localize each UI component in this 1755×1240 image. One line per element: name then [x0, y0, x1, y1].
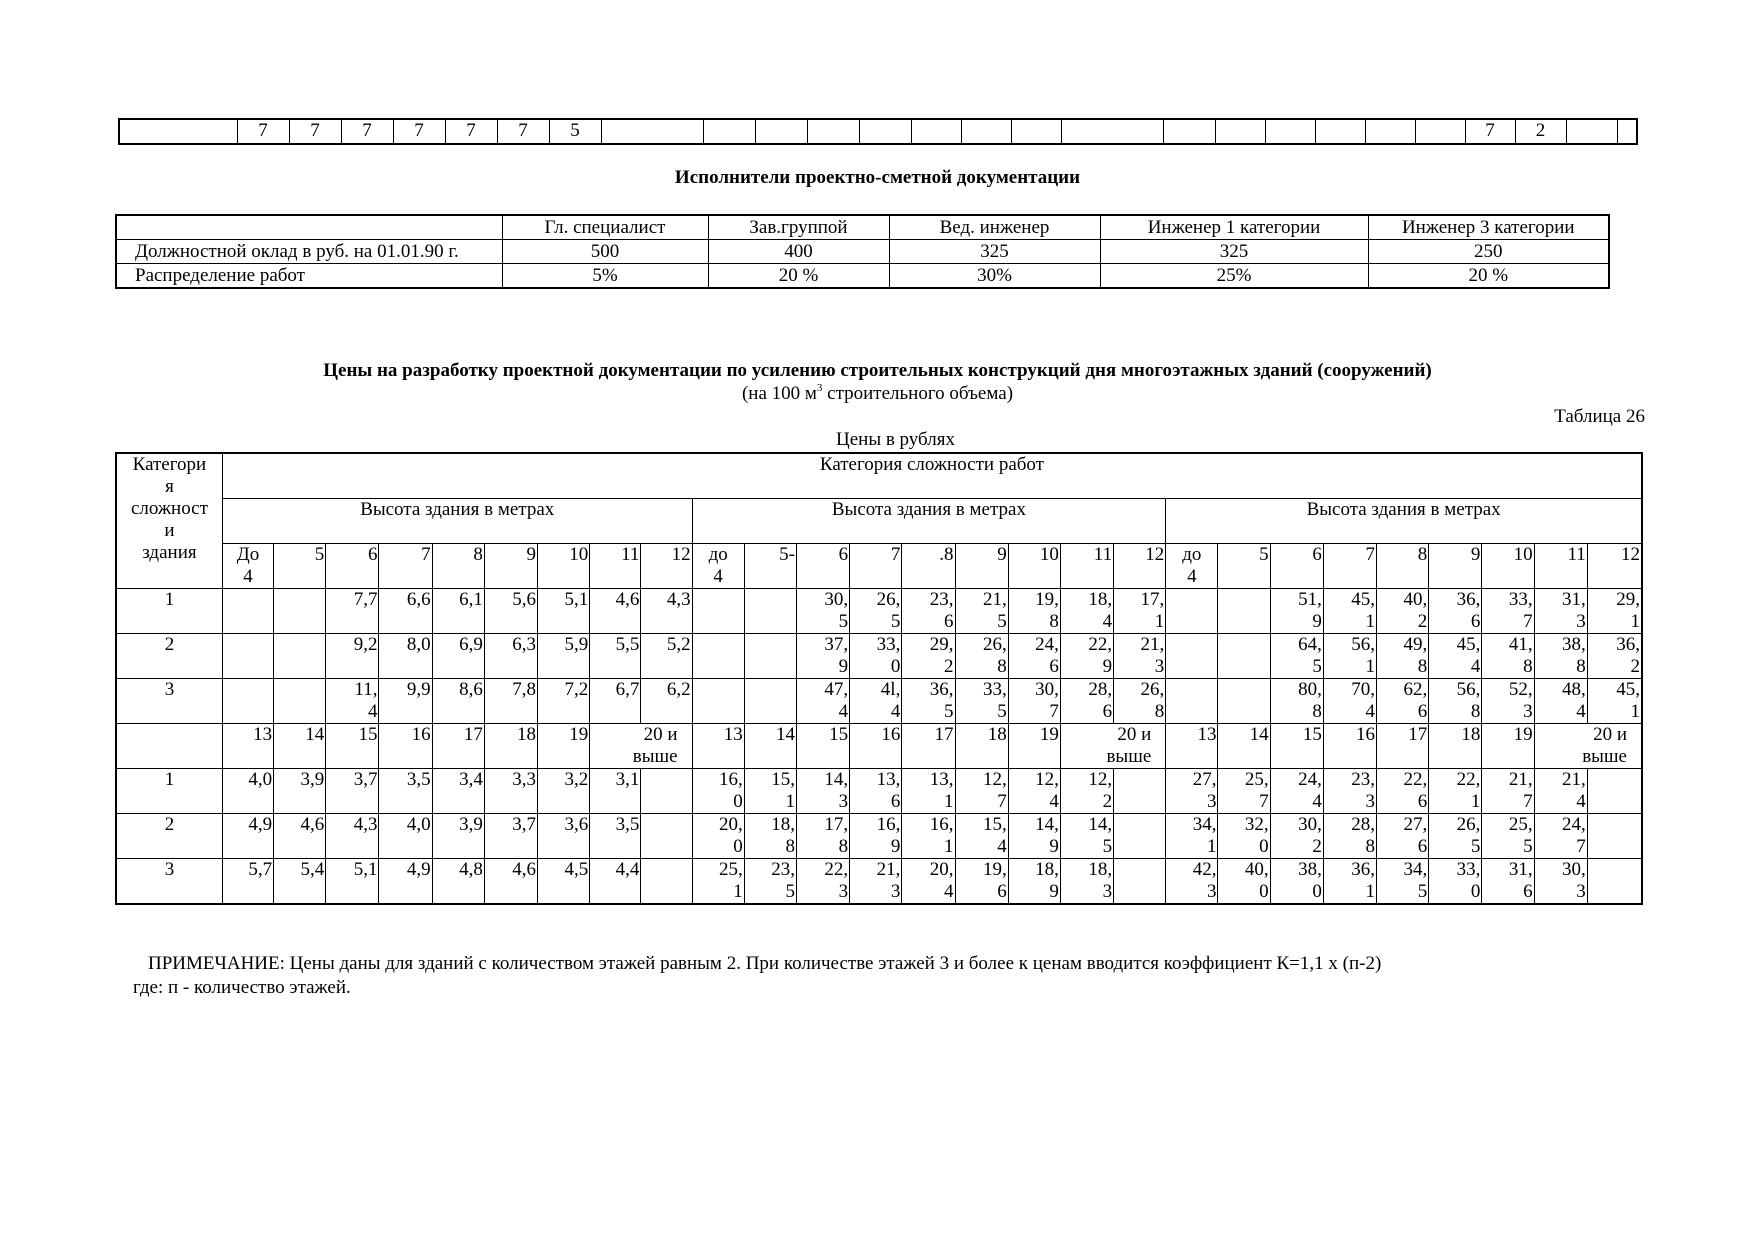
table-cell — [703, 119, 755, 144]
price-cell: 21, 3 — [850, 859, 902, 905]
table-cell: 20 % — [1368, 264, 1609, 289]
price-cell: 41, 8 — [1482, 634, 1534, 679]
price-cell — [1114, 769, 1166, 814]
table-cell: 25% — [1100, 264, 1368, 289]
price-cell: 26, 8 — [955, 634, 1008, 679]
price-cell: 23, 6 — [902, 589, 955, 634]
table-cell: 2 — [1515, 119, 1566, 144]
price-cell: 5,1 — [326, 859, 379, 905]
table-cell: 7 — [341, 119, 393, 144]
table-cell — [961, 119, 1011, 144]
height-value-cell: 20 и выше — [1534, 724, 1642, 769]
note-line-2: где: п - количество этажей. — [133, 977, 351, 998]
category-cell: 1 — [116, 589, 222, 634]
complexity-header-cell: Категория сложности работ — [222, 453, 1642, 499]
height-value-cell: 5- — [744, 544, 796, 589]
price-cell: 62, 6 — [1377, 679, 1429, 724]
height-value-cell: 13 — [692, 724, 744, 769]
price-cell: 5,7 — [222, 859, 273, 905]
price-cell: 5,1 — [538, 589, 590, 634]
header-cell: Гл. специалист — [502, 215, 708, 240]
price-cell — [692, 634, 744, 679]
price-cell: 24, 7 — [1534, 814, 1587, 859]
price-cell: 49, 8 — [1377, 634, 1429, 679]
price-cell: 16, 0 — [692, 769, 744, 814]
price-cell — [744, 589, 796, 634]
height-value-cell: 15 — [796, 724, 849, 769]
price-cell: 48, 4 — [1534, 679, 1587, 724]
price-cell — [222, 589, 273, 634]
table-cell — [1365, 119, 1415, 144]
table-row — [116, 240, 1609, 264]
price-cell: 4,3 — [326, 814, 379, 859]
price-cell: 4,4 — [590, 859, 641, 905]
table-cell: 30% — [889, 264, 1100, 289]
height-value-cell: 16 — [379, 724, 432, 769]
executors-title: Исполнители проектно-сметной документации — [674, 167, 1081, 188]
price-cell: 4,0 — [222, 769, 273, 814]
height-value-cell: 9 — [1429, 544, 1482, 589]
price-cell: 13, 6 — [850, 769, 902, 814]
prices-title: Цены на разработку проектной документации по усилению строительных конструкций дня многоэтажных зданий (сооружений) — [323, 360, 1432, 381]
price-cell: 56, 1 — [1323, 634, 1376, 679]
price-cell — [641, 859, 692, 905]
price-cell: 37, 9 — [796, 634, 849, 679]
price-cell: 6,3 — [484, 634, 537, 679]
price-cell: 4,9 — [222, 814, 273, 859]
price-cell: 3,5 — [379, 769, 432, 814]
price-cell: 18, 3 — [1060, 859, 1113, 905]
subtitle-text: (на 100 м — [741, 383, 817, 404]
category-cell: 1 — [116, 769, 222, 814]
price-cell: 24, 4 — [1270, 769, 1323, 814]
price-cell: 36, 6 — [1429, 589, 1482, 634]
price-cell: 25, 5 — [1482, 814, 1534, 859]
height-value-cell: 10 — [538, 544, 590, 589]
price-cell: 3,7 — [484, 814, 537, 859]
price-cell — [1114, 814, 1166, 859]
height-value-cell: 5 — [274, 544, 326, 589]
height-value-cell: 7 — [1323, 544, 1376, 589]
price-cell: 3,1 — [590, 769, 641, 814]
price-cell — [1166, 634, 1218, 679]
height-value-cell: 8 — [1377, 544, 1429, 589]
price-cell: 4,6 — [274, 814, 326, 859]
height-value-cell: 16 — [850, 724, 902, 769]
price-cell: 4,3 — [641, 589, 692, 634]
height-value-cell: 19 — [538, 724, 590, 769]
header-cell: Зав.группой — [708, 215, 889, 240]
height-value-cell: 18 — [955, 724, 1008, 769]
price-cell: 12, 7 — [955, 769, 1008, 814]
price-cell — [1587, 769, 1642, 814]
price-cell — [744, 679, 796, 724]
row-label: Должностной оклад в руб. на 01.01.90 г. — [116, 240, 502, 264]
price-cell — [744, 634, 796, 679]
table-cell — [1265, 119, 1315, 144]
height-value-cell: 20 и выше — [1060, 724, 1165, 769]
currency-label: Цены в рублях — [836, 429, 955, 450]
price-cell: 3,7 — [326, 769, 379, 814]
table-row — [116, 814, 1642, 859]
price-cell: 13, 1 — [902, 769, 955, 814]
height-value-cell: 7 — [379, 544, 432, 589]
category-cell — [116, 724, 222, 769]
table-cell — [911, 119, 961, 144]
height-value-cell: 14 — [744, 724, 796, 769]
price-cell — [1587, 814, 1642, 859]
table-row — [119, 119, 1637, 144]
price-cell — [274, 634, 326, 679]
executors-table — [115, 214, 1610, 289]
price-cell: 5,6 — [484, 589, 537, 634]
price-cell: 23, 3 — [1323, 769, 1376, 814]
price-cell: 3,6 — [538, 814, 590, 859]
price-cell — [1166, 679, 1218, 724]
height-value-cell: 14 — [1218, 724, 1270, 769]
table-cell — [1061, 119, 1163, 144]
previous-table-strip — [118, 118, 1638, 145]
height-header-cell: Высота здания в метрах — [1166, 499, 1642, 544]
price-cell: 21, 7 — [1482, 769, 1534, 814]
price-cell: 8,6 — [432, 679, 484, 724]
price-cell: 6,7 — [590, 679, 641, 724]
price-cell: 3,2 — [538, 769, 590, 814]
price-cell: 3,3 — [484, 769, 537, 814]
price-cell: 51, 9 — [1270, 589, 1323, 634]
price-cell: 16, 9 — [850, 814, 902, 859]
table-cell — [1315, 119, 1365, 144]
price-cell: 24, 6 — [1008, 634, 1060, 679]
height-value-cell: 13 — [1166, 724, 1218, 769]
price-cell: 7,8 — [484, 679, 537, 724]
price-cell: 17, 1 — [1114, 589, 1166, 634]
price-cell: 4,5 — [538, 859, 590, 905]
price-cell: 80, 8 — [1270, 679, 1323, 724]
table-cell — [1617, 119, 1637, 144]
height-value-cell: 6 — [326, 544, 379, 589]
price-cell — [692, 589, 744, 634]
height-header-cell: Высота здания в метрах — [692, 499, 1166, 544]
price-cell — [692, 679, 744, 724]
price-cell: 6,1 — [432, 589, 484, 634]
price-cell: 7,2 — [538, 679, 590, 724]
table-cell: 250 — [1368, 240, 1609, 264]
table-cell: 7 — [1465, 119, 1515, 144]
price-cell: 19, 6 — [955, 859, 1008, 905]
price-cell: 33, 0 — [1429, 859, 1482, 905]
price-cell: 3,9 — [432, 814, 484, 859]
category-cell: 2 — [116, 634, 222, 679]
table-cell: 7 — [393, 119, 445, 144]
table-cell: 7 — [497, 119, 549, 144]
row-label: Распределение работ — [116, 264, 502, 289]
category-cell: 3 — [116, 859, 222, 905]
height-value-cell: 6 — [796, 544, 849, 589]
table-header-row — [116, 544, 1642, 589]
height-value-cell: 9 — [484, 544, 537, 589]
table-cell — [755, 119, 807, 144]
price-cell: 36, 1 — [1323, 859, 1376, 905]
price-cell — [274, 589, 326, 634]
height-value-cell: .8 — [902, 544, 955, 589]
price-cell: 38, 0 — [1270, 859, 1323, 905]
price-cell: 25, 1 — [692, 859, 744, 905]
height-value-cell: 20 и выше — [590, 724, 692, 769]
price-cell — [1218, 634, 1270, 679]
price-cell: 31, 3 — [1534, 589, 1587, 634]
price-cell — [1218, 589, 1270, 634]
price-cell: 25, 7 — [1218, 769, 1270, 814]
price-cell: 22, 6 — [1377, 769, 1429, 814]
price-cell: 26, 5 — [1429, 814, 1482, 859]
price-cell: 4,8 — [432, 859, 484, 905]
price-cell: 6,6 — [379, 589, 432, 634]
price-cell: 29, 1 — [1587, 589, 1642, 634]
height-value-cell: 18 — [484, 724, 537, 769]
table-row — [116, 679, 1642, 724]
table-cell: 7 — [289, 119, 341, 144]
table-header-row — [116, 499, 1642, 544]
price-cell: 45, 4 — [1429, 634, 1482, 679]
height-value-cell: 13 — [222, 724, 273, 769]
price-cell — [1218, 679, 1270, 724]
price-cell — [274, 679, 326, 724]
table-header-row — [116, 215, 1609, 240]
table-cell: 20 % — [708, 264, 889, 289]
price-cell — [1114, 859, 1166, 905]
table-cell — [1163, 119, 1215, 144]
price-cell: 28, 8 — [1323, 814, 1376, 859]
height-value-cell: 12 — [1587, 544, 1642, 589]
height-value-cell: 11 — [1534, 544, 1587, 589]
category-cell: 2 — [116, 814, 222, 859]
price-cell — [222, 679, 273, 724]
price-cell: 16, 1 — [902, 814, 955, 859]
price-cell: 47, 4 — [796, 679, 849, 724]
height-value-cell: 19 — [1008, 724, 1060, 769]
table-cell: 5% — [502, 264, 708, 289]
price-cell: 70, 4 — [1323, 679, 1376, 724]
price-cell: 21, 3 — [1114, 634, 1166, 679]
price-cell: 18, 8 — [744, 814, 796, 859]
price-cell: 5,2 — [641, 634, 692, 679]
price-cell: 5,5 — [590, 634, 641, 679]
price-cell: 38, 8 — [1534, 634, 1587, 679]
price-cell: 19, 8 — [1008, 589, 1060, 634]
table-row — [116, 589, 1642, 634]
price-cell: 12, 2 — [1060, 769, 1113, 814]
price-cell: 23, 5 — [744, 859, 796, 905]
height-value-cell: 17 — [1377, 724, 1429, 769]
table-cell: 5 — [549, 119, 601, 144]
price-cell: 27, 3 — [1166, 769, 1218, 814]
price-cell: 52, 3 — [1482, 679, 1534, 724]
table-row — [116, 264, 1609, 289]
table-cell — [601, 119, 703, 144]
height-value-cell: 17 — [902, 724, 955, 769]
height-value-cell: до 4 — [1166, 544, 1218, 589]
height-value-cell: 9 — [955, 544, 1008, 589]
price-cell: 20, 4 — [902, 859, 955, 905]
subtitle-superscript: 3 — [816, 382, 823, 394]
table-cell: 325 — [1100, 240, 1368, 264]
height-value-cell: До 4 — [222, 544, 273, 589]
price-cell — [1166, 589, 1218, 634]
header-cell: Инженер 3 категории — [1368, 215, 1609, 240]
height-value-cell: 7 — [850, 544, 902, 589]
price-cell: 3,4 — [432, 769, 484, 814]
table-number: Таблица 26 — [1554, 406, 1645, 427]
price-cell: 29, 2 — [902, 634, 955, 679]
price-cell: 36, 2 — [1587, 634, 1642, 679]
price-cell: 18, 4 — [1060, 589, 1113, 634]
height-value-cell: 8 — [432, 544, 484, 589]
height-value-cell: 15 — [1270, 724, 1323, 769]
price-cell: 33, 5 — [955, 679, 1008, 724]
height-value-cell: 14 — [274, 724, 326, 769]
price-cell: 22, 1 — [1429, 769, 1482, 814]
price-cell: 26, 8 — [1114, 679, 1166, 724]
price-cell — [222, 634, 273, 679]
price-cell: 22, 3 — [796, 859, 849, 905]
price-cell: 30, 3 — [1534, 859, 1587, 905]
price-cell: 9,2 — [326, 634, 379, 679]
corner-header-cell: Категори я сложност и здания — [116, 453, 222, 589]
height-value-cell: до 4 — [692, 544, 744, 589]
header-cell: Вед. инженер — [889, 215, 1100, 240]
price-cell: 4,9 — [379, 859, 432, 905]
price-cell: 36, 5 — [902, 679, 955, 724]
price-cell: 31, 6 — [1482, 859, 1534, 905]
category-cell: 3 — [116, 679, 222, 724]
price-cell: 64, 5 — [1270, 634, 1323, 679]
price-cell: 45, 1 — [1323, 589, 1376, 634]
price-cell: 15, 4 — [955, 814, 1008, 859]
price-cell: 22, 9 — [1060, 634, 1113, 679]
price-cell: 4,6 — [590, 589, 641, 634]
table-cell: 7 — [445, 119, 497, 144]
table-cell: 325 — [889, 240, 1100, 264]
height-value-cell: 17 — [432, 724, 484, 769]
table-cell — [807, 119, 859, 144]
height-value-cell: 5 — [1218, 544, 1270, 589]
price-cell: 28, 6 — [1060, 679, 1113, 724]
height-value-cell: 11 — [590, 544, 641, 589]
height-value-cell: 15 — [326, 724, 379, 769]
price-cell: 40, 2 — [1377, 589, 1429, 634]
price-cell: 5,4 — [274, 859, 326, 905]
subtitle-text-end: строительного объема) — [822, 383, 1014, 404]
price-cell: 40, 0 — [1218, 859, 1270, 905]
price-cell: 4l, 4 — [850, 679, 902, 724]
height-value-cell: 10 — [1482, 544, 1534, 589]
height-value-cell: 16 — [1323, 724, 1376, 769]
price-cell: 3,5 — [590, 814, 641, 859]
table-row — [116, 769, 1642, 814]
price-cell: 6,9 — [432, 634, 484, 679]
price-cell: 32, 0 — [1218, 814, 1270, 859]
height-value-cell: 12 — [641, 544, 692, 589]
price-cell: 9,9 — [379, 679, 432, 724]
price-cell: 21, 5 — [955, 589, 1008, 634]
table-header-row — [116, 453, 1642, 499]
header-cell — [116, 215, 502, 240]
price-cell: 45, 1 — [1587, 679, 1642, 724]
price-cell: 12, 4 — [1008, 769, 1060, 814]
table-cell: 400 — [708, 240, 889, 264]
price-cell: 14, 9 — [1008, 814, 1060, 859]
table-row — [116, 634, 1642, 679]
price-cell: 11, 4 — [326, 679, 379, 724]
table-cell: 7 — [237, 119, 289, 144]
header-cell: Инженер 1 категории — [1100, 215, 1368, 240]
prices-subtitle — [0, 383, 1755, 405]
price-cell: 33, 0 — [850, 634, 902, 679]
table-cell — [1011, 119, 1061, 144]
height-value-cell: 18 — [1429, 724, 1482, 769]
price-cell: 14, 5 — [1060, 814, 1113, 859]
price-cell: 30, 2 — [1270, 814, 1323, 859]
price-cell: 42, 3 — [1166, 859, 1218, 905]
price-cell: 18, 9 — [1008, 859, 1060, 905]
price-cell: 14, 3 — [796, 769, 849, 814]
price-cell: 30, 5 — [796, 589, 849, 634]
price-cell: 30, 7 — [1008, 679, 1060, 724]
price-cell: 4,6 — [484, 859, 537, 905]
price-cell: 21, 4 — [1534, 769, 1587, 814]
price-cell — [1587, 859, 1642, 905]
note-line-1: ПРИМЕЧАНИЕ: Цены даны для зданий с количеством этажей равным 2. При количестве этажей 3 и более к ценам вводится коэффициент К=1,1 х (п-2) — [148, 953, 1382, 974]
price-cell: 33, 7 — [1482, 589, 1534, 634]
height-value-cell: 11 — [1060, 544, 1113, 589]
table-cell — [1415, 119, 1465, 144]
price-cell: 4,0 — [379, 814, 432, 859]
price-cell: 15, 1 — [744, 769, 796, 814]
height-header-cell: Высота здания в метрах — [222, 499, 692, 544]
prices-table — [115, 452, 1643, 905]
table-cell — [119, 119, 237, 144]
price-cell: 34, 5 — [1377, 859, 1429, 905]
price-cell: 26, 5 — [850, 589, 902, 634]
height-value-cell: 19 — [1482, 724, 1534, 769]
price-cell: 56, 8 — [1429, 679, 1482, 724]
price-cell: 20, 0 — [692, 814, 744, 859]
height-value-cell: 6 — [1270, 544, 1323, 589]
price-cell: 6,2 — [641, 679, 692, 724]
height-value-cell: 12 — [1114, 544, 1166, 589]
price-cell — [641, 814, 692, 859]
table-header-row — [116, 724, 1642, 769]
price-cell: 34, 1 — [1166, 814, 1218, 859]
table-cell — [1566, 119, 1617, 144]
table-cell — [1215, 119, 1265, 144]
table-cell: 500 — [502, 240, 708, 264]
price-cell: 27, 6 — [1377, 814, 1429, 859]
price-cell: 5,9 — [538, 634, 590, 679]
price-cell: 8,0 — [379, 634, 432, 679]
height-value-cell: 10 — [1008, 544, 1060, 589]
table-cell — [859, 119, 911, 144]
price-cell — [641, 769, 692, 814]
price-cell: 7,7 — [326, 589, 379, 634]
price-cell: 17, 8 — [796, 814, 849, 859]
table-row — [116, 859, 1642, 905]
price-cell: 3,9 — [274, 769, 326, 814]
